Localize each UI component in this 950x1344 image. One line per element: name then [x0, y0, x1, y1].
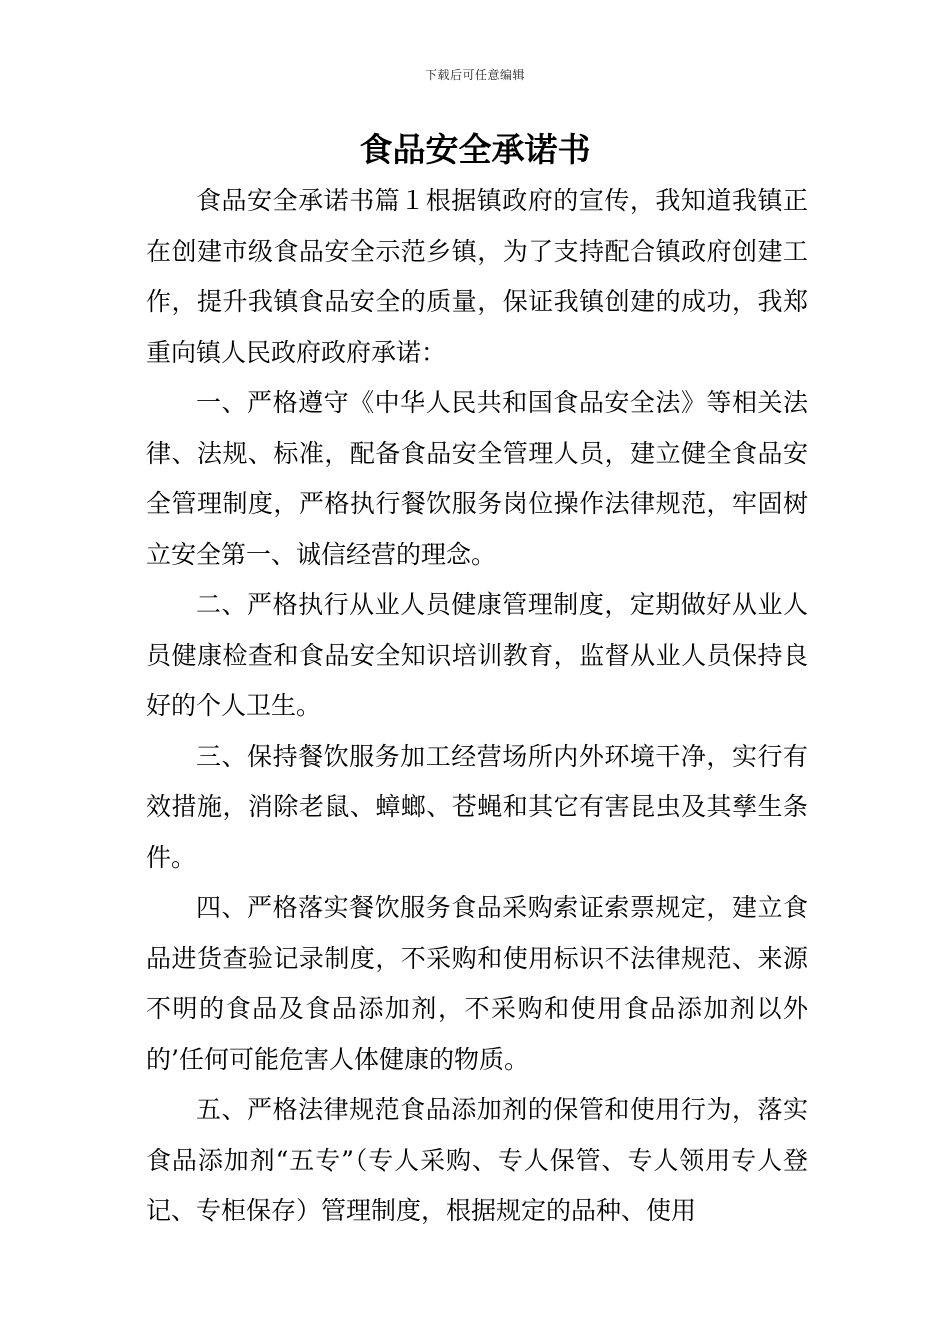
body-paragraph: 四、严格落实餐饮服务食品采购索证索票规定，建立食品进货查验记录制度，不采购和使用标识不法律规范、来源不明的食品及食品添加剂，不采购和使用食品添加剂以外的’任何可能危害人体健康的物质。: [146, 893, 808, 1074]
document-body: [146, 176, 808, 1237]
body-paragraph: 三、保持餐饮服务加工经营场所内外环境干净，实行有效措施，消除老鼠、蟑螂、苍蝇和其它有害昆虫及其孳生条件。: [146, 741, 808, 872]
body-paragraph: 二、严格执行从业人员健康管理制度，定期做好从业人员健康检查和食品安全知识培训教育，监督从业人员保持良好的个人卫生。: [146, 590, 808, 720]
body-paragraph: 一、严格遵守《中华人民共和国食品安全法》等相关法律、法规、标准，配备食品安全管理人员，建立健全食品安全管理制度，严格执行餐饮服务岗位操作法律规范，牢固树立安全第一、诚信经营的理念。: [146, 388, 808, 569]
header-note: 下载后可任意编辑: [424, 68, 525, 82]
document-title: 食品安全承诺书: [359, 130, 591, 169]
body-paragraph: 五、严格法律规范食品添加剂的保管和使用行为，落实食品添加剂“五专”（专人采购、专人保管、专人领用专人登记、专柜保存）管理制度，根据规定的品种、使用: [146, 1095, 808, 1225]
body-paragraph: 食品安全承诺书篇１根据镇政府的宣传，我知道我镇正在创建市级食品安全示范乡镇，为了支持配合镇政府创建工作，提升我镇食品安全的质量，保证我镇创建的成功，我郑重向镇人民政府政府承诺：: [146, 186, 808, 367]
